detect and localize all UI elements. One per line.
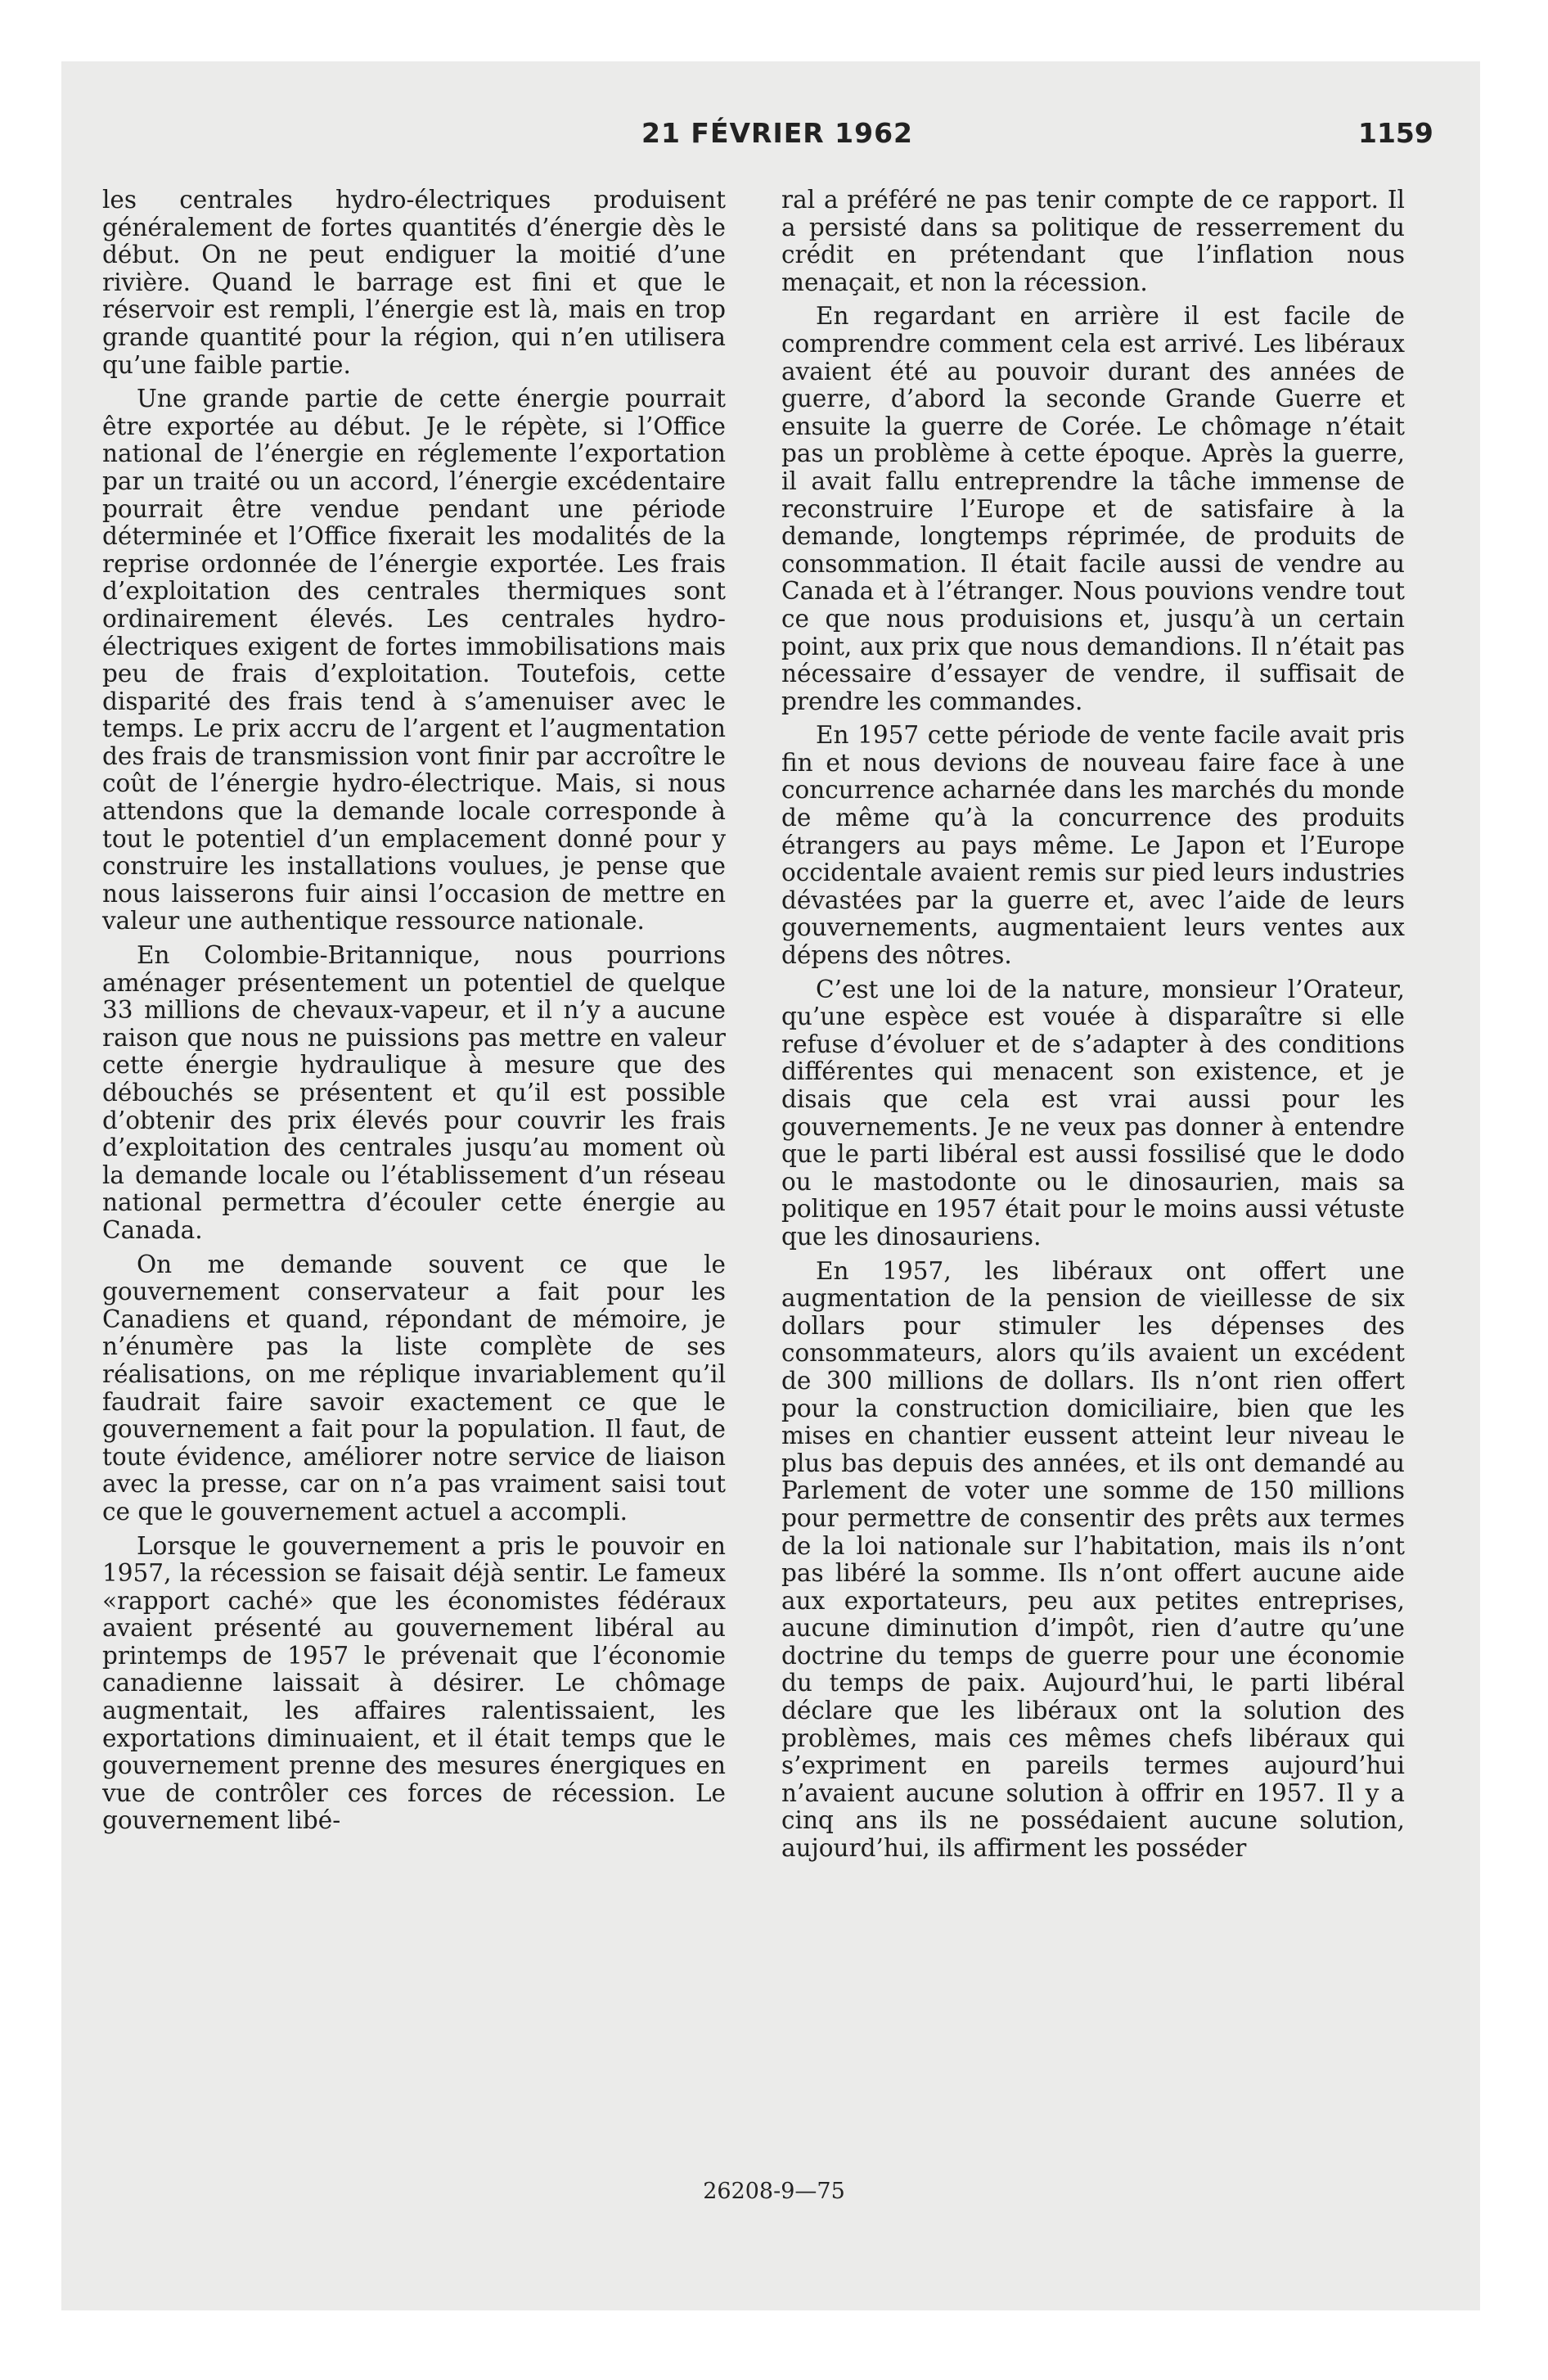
paragraph: ral a préféré ne pas tenir compte de ce rapport. Il a persisté dans sa politique de resserrement du crédit en prétendant que l’inflation nous menaçait, et non la récession. <box>781 186 1405 296</box>
paragraph: En 1957 cette période de vente facile avait pris fin et nous devions de nouveau faire face à une concurrence acharnée dans les marchés du monde de même qu’à la concurrence des produits étrangers au pays même. Le Japon et l’Europe occidentale avaient remis sur pied leurs industries dévastées par la guerre et, avec l’aide de leurs gouvernements, augmentaient leurs ventes aux dépens des nôtres. <box>781 721 1405 970</box>
paragraph: C’est une loi de la nature, monsieur l’Orateur, qu’une espèce est vouée à disparaître si elle refuse d’évoluer et de s’adapter à des conditions différentes qui menacent son existence, et je disais que cela est vrai aussi pour les gouvernements. Je ne veux pas donner à entendre que le parti libéral est aussi fossilisé que le dodo ou le mastodonte ou le dinosaurien, mais sa politique en 1957 était pour le moins aussi vétuste que les dinosauriens. <box>781 975 1405 1251</box>
paragraph: Lorsque le gouvernement a pris le pouvoir en 1957, la récession se faisait déjà sentir. Le fameux «rapport caché» que les économistes fédéraux avaient présenté au gouvernement libéral au printemps de 1957 le prévenait que l’économie canadienne laissait à désirer. Le chômage augmentait, les affaires ralentissaient, les exportations diminuaient, et il était temps que le gouvernement prenne des mesures énergiques en vue de contrôler ces forces de récession. Le gouvernement libé- <box>102 1531 726 1835</box>
footer-reference: 26208-9—75 <box>703 2179 845 2204</box>
paragraph: les centrales hydro-électriques produisent généralement de fortes quantités d’énergie dès le début. On ne peut endiguer la moitié d’une rivière. Quand le barrage est fini et que le réservoir est rempli, l’énergie est là, mais en trop grande quantité pour la région, qui n’en utilisera qu’une faible partie. <box>102 186 726 379</box>
paragraph: Une grande partie de cette énergie pourrait être exportée au début. Je le répète, si l’Office national de l’énergie en réglemente l’exportation par un traité ou un accord, l’énergie excédentaire pourrait être vendue pendant une période déterminée et l’Office fixerait les modalités de la reprise ordonnée de l’énergie exportée. Les frais d’exploitation des centrales thermiques sont ordinairement élevés. Les centrales hydro-électriques exigent de fortes immobilisations mais peu de frais d’exploitation. Toutefois, cette disparité des frais tend à s’amenuiser avec le temps. Le prix accru de l’argent et l’augmentation des frais de transmission vont finir par accroître le coût de l’énergie hydro-électrique. Mais, si nous attendons que la demande locale corresponde à tout le potentiel d’un emplacement donné pour y construire les installations voulues, je pense que nous laisserons fuir ainsi l’occasion de mettre en valeur une authentique ressource nationale. <box>102 385 726 935</box>
paragraph: En 1957, les libéraux ont offert une augmentation de la pension de vieillesse de six dollars pour stimuler les dépenses des consommateurs, alors qu’ils avaient un excédent de 300 millions de dollars. Ils n’ont rien offert pour la construction domiciliaire, bien que les mises en chantier eussent atteint leur niveau le plus bas depuis des années, et ils ont demandé au Parlement de voter une somme de 150 millions pour permettre de consentir des prêts aux termes de la loi nationale sur l’habitation, mais ils n’ont pas libéré la somme. Ils n’ont offert aucune aide aux exportateurs, peu aux petites entreprises, aucune diminution d’impôt, rien d’autre qu’une doctrine du temps de guerre pour une économie du temps de paix. Aujourd’hui, le parti libéral déclare que les libéraux ont la solution des problèmes, mais ces mêmes chefs libéraux qui s’expriment en pareils termes aujourd’hui n’avaient aucune solution à offrir en 1957. Il y a cinq ans ils ne possédaient aucune solution, aujourd’hui, ils affirment les posséder <box>781 1256 1405 1863</box>
left-column <box>102 187 726 1841</box>
running-title-date: 21 FÉVRIER 1962 <box>641 117 914 149</box>
right-column <box>781 187 1405 1869</box>
page-number: 1159 <box>1358 117 1433 149</box>
paragraph: En regardant en arrière il est facile de comprendre comment cela est arrivé. Les libéraux avaient été au pouvoir durant des années de guerre, d’abord la seconde Grande Guerre et ensuite la guerre de Corée. Le chômage n’était pas un problème à cette époque. Après la guerre, il avait fallu entreprendre la tâche immense de reconstruire l’Europe et de satisfaire à la demande, longtemps réprimée, de produits de consommation. Il était facile aussi de vendre au Canada et à l’étranger. Nous pouvions vendre tout ce que nous produisions et, jusqu’à un certain point, aux prix que nous demandions. Il n’était pas nécessaire d’essayer de vendre, il suffisait de prendre les commandes. <box>781 302 1405 715</box>
paragraph: En Colombie-Britannique, nous pourrions aménager présentement un potentiel de quelque 33 millions de chevaux-vapeur, et il n’y a aucune raison que nous ne puissions pas mettre en valeur cette énergie hydraulique à mesure que des débouchés se présentent et qu’il est possible d’obtenir des prix élevés pour couvrir les frais d’exploitation des centrales jusqu’au moment où la demande locale ou l’établissement d’un réseau national permettra d’écouler cette énergie au Canada. <box>102 941 726 1244</box>
paragraph: On me demande souvent ce que le gouvernement conservateur a fait pour les Canadiens et quand, répondant de mémoire, je n’énumère pas la liste complète de ses réalisations, on me réplique invariablement qu’il faudrait faire savoir exactement ce que le gouvernement a fait pour la population. Il faut, de toute évidence, améliorer notre service de liaison avec la presse, car on n’a pas vraiment saisi tout ce que le gouvernement actuel a accompli. <box>102 1250 726 1526</box>
